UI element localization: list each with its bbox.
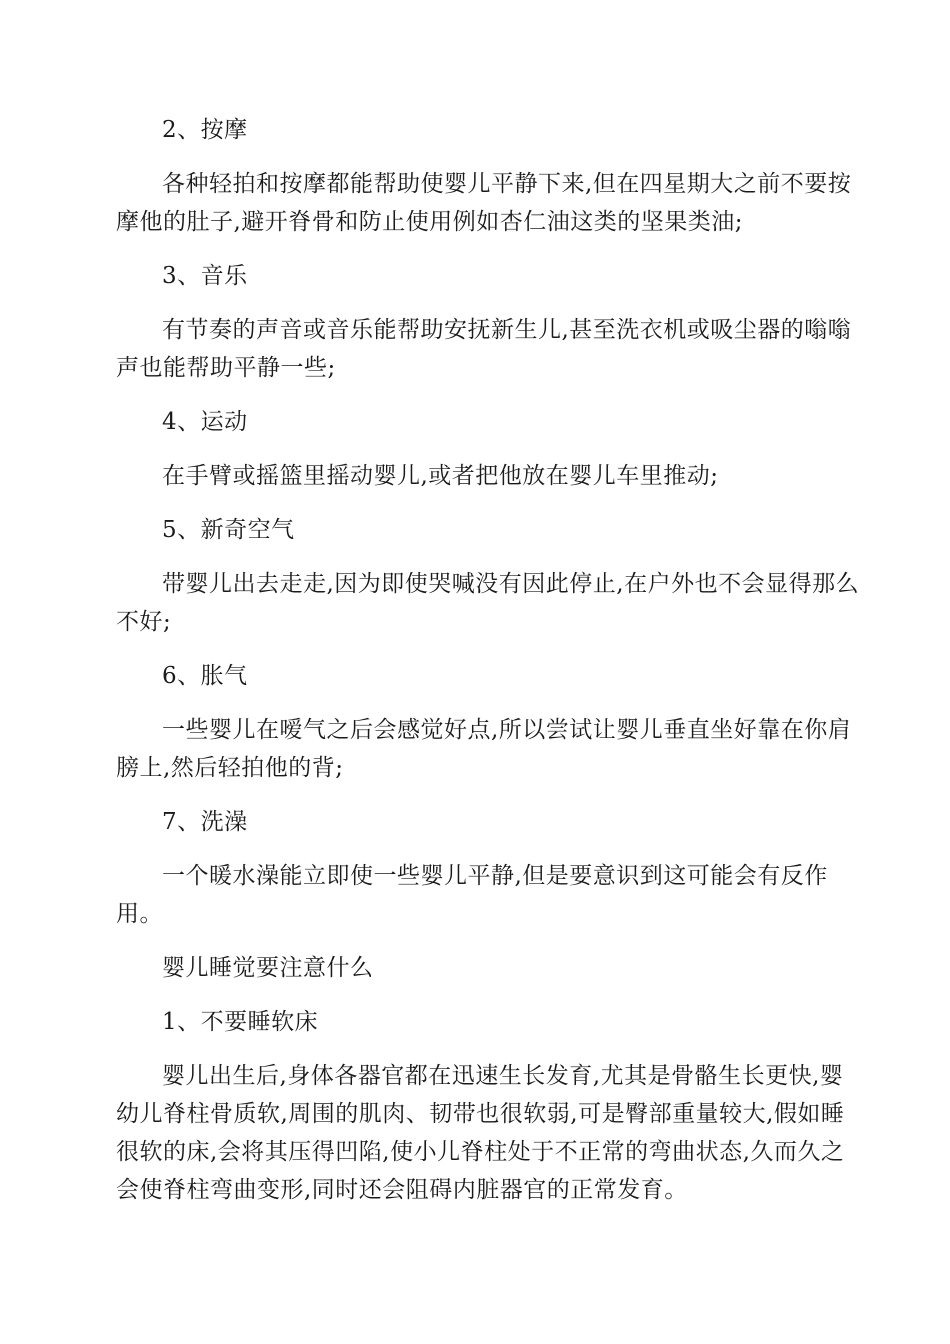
paragraph-line: 带婴儿出去走走,因为即使哭喊没有因此停止,在户外也不会显得那么 [162,571,860,597]
paragraph-line: 有节奏的声音或音乐能帮助安抚新生儿,甚至洗衣机或吸尘器的嗡嗡 [162,317,852,343]
heading-fresh-air: 5、新奇空气 [162,517,295,543]
paragraph-line: 声也能帮助平静一些; [116,355,336,381]
heading-bath: 7、洗澡 [162,809,248,835]
paragraph-line: 用。 [116,901,163,927]
heading-soft-bed: 1、不要睡软床 [162,1009,319,1035]
paragraph-line: 一个暖水澡能立即使一些婴儿平静,但是要意识到这可能会有反作 [162,863,828,889]
paragraph-line: 婴儿出生后,身体各器官都在迅速生长发育,尤其是骨骼生长更快,婴 [162,1063,844,1089]
paragraph-line: 在手臂或摇篮里摇动婴儿,或者把他放在婴儿车里推动; [162,463,719,489]
paragraph-line: 不好; [116,609,172,635]
paragraph-line: 会使脊柱弯曲变形,同时还会阻碍内脏器官的正常发育。 [116,1177,688,1203]
heading-music: 3、音乐 [162,263,248,289]
paragraph-line: 很软的床,会将其压得凹陷,使小儿脊柱处于不正常的弯曲状态,久而久之 [116,1139,845,1165]
heading-motion: 4、运动 [162,409,248,435]
section-title-sleep: 婴儿睡觉要注意什么 [162,955,374,981]
paragraph-line: 一些婴儿在嗳气之后会感觉好点,所以尝试让婴儿垂直坐好靠在你肩 [162,717,852,743]
paragraph-line: 幼儿脊柱骨质软,周围的肌肉、韧带也很软弱,可是臀部重量较大,假如睡 [116,1101,845,1127]
heading-gas: 6、胀气 [162,663,248,689]
heading-massage: 2、按摩 [162,117,248,143]
paragraph-line: 各种轻拍和按摩都能帮助使婴儿平静下来,但在四星期大之前不要按 [162,171,852,197]
paragraph-line: 膀上,然后轻拍他的背; [116,755,344,781]
paragraph-line: 摩他的肚子,避开脊骨和防止使用例如杏仁油这类的坚果类油; [116,209,744,235]
